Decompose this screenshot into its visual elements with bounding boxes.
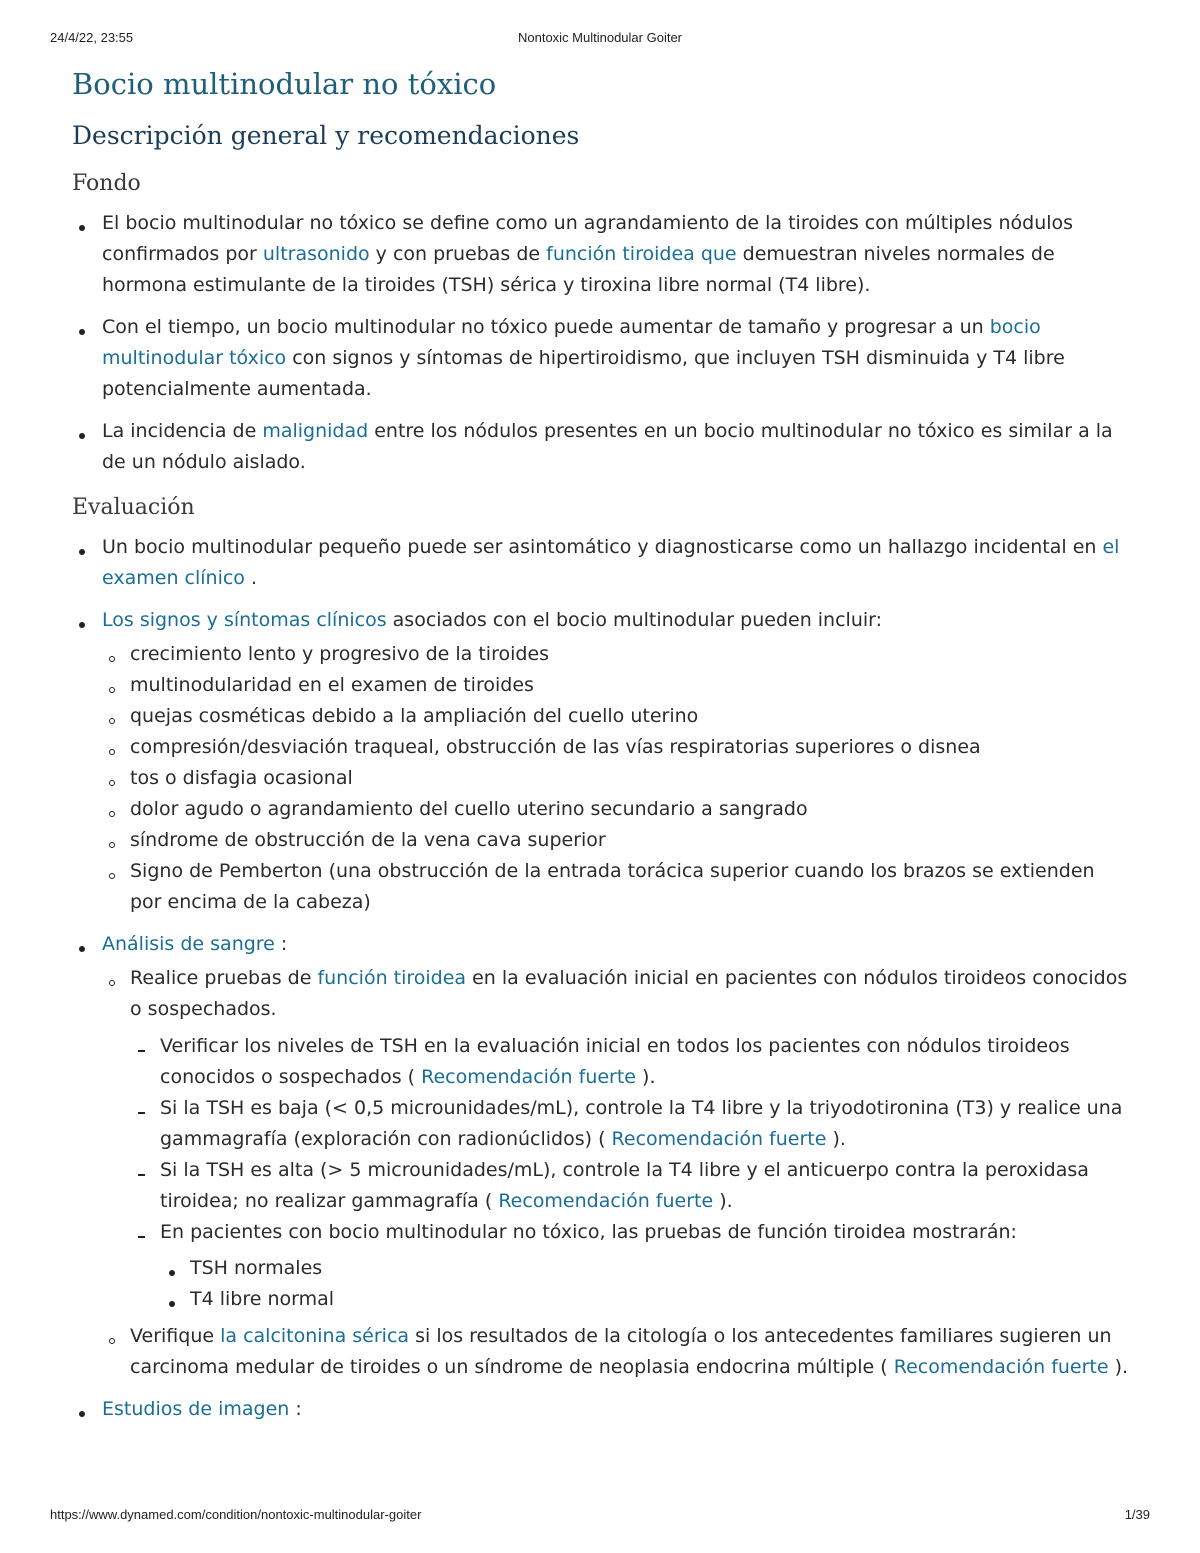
text: ).	[1108, 1356, 1129, 1378]
list-item	[130, 1093, 1132, 1155]
link-recomendacion-fuerte[interactable]: Recomendación fuerte	[421, 1066, 636, 1088]
text: ).	[636, 1066, 656, 1088]
list-item: compresión/desviación traqueal, obstrucción de las vías respiratorias superiores o disnea	[102, 732, 1132, 763]
list-item: tos o disfagia ocasional	[102, 763, 1132, 794]
link-signos-sintomas[interactable]: Los signos y síntomas clínicos	[102, 609, 387, 631]
text: Con el tiempo, un bocio multinodular no tóxico puede aumentar de tamaño y progresar a un	[102, 316, 990, 338]
evaluacion-list	[72, 532, 1132, 1425]
text: La incidencia de	[102, 420, 263, 442]
list-item: TSH normales	[160, 1253, 1132, 1284]
list-item	[72, 208, 1132, 301]
text: entre los nódulos presentes en un bocio multinodular no tóxico es similar a la de un nódulo aislado.	[102, 420, 1113, 473]
link-ultrasonido[interactable]: ultrasonido	[262, 243, 370, 265]
list-item: T4 libre normal	[160, 1284, 1132, 1315]
list-item	[72, 929, 1132, 1383]
print-url: https://www.dynamed.com/condition/nontoxic-multinodular-goiter	[50, 1507, 422, 1522]
list-item: síndrome de obstrucción de la vena cava superior	[102, 825, 1132, 856]
list-item	[102, 1321, 1132, 1383]
print-datetime: 24/4/22, 23:55	[50, 30, 134, 45]
list-item	[72, 532, 1132, 594]
text: Realice pruebas de	[130, 967, 318, 989]
results-list	[160, 1253, 1132, 1315]
text: ).	[826, 1128, 846, 1150]
list-item	[72, 605, 1132, 918]
heading-evaluacion: Evaluación	[72, 495, 195, 520]
link-malignidad[interactable]: malignidad	[262, 420, 369, 442]
fondo-list	[72, 208, 1132, 478]
text: en la evaluación inicial en pacientes con nódulos tiroideos conocidos o sospechados.	[130, 967, 1128, 1020]
blood-tests-list	[102, 963, 1132, 1383]
link-funcion-tiroidea[interactable]: función tiroidea que	[546, 243, 737, 265]
text: En pacientes con bocio multinodular no tóxico, las pruebas de función tiroidea mostrarán:	[160, 1221, 1017, 1243]
text: ).	[713, 1190, 733, 1212]
list-item	[72, 312, 1132, 405]
symptoms-list	[102, 639, 1132, 918]
link-recomendacion-fuerte[interactable]: Recomendación fuerte	[893, 1356, 1109, 1378]
link-analisis-sangre[interactable]: Análisis de sangre	[102, 933, 275, 955]
link-calcitonina[interactable]: la calcitonina sérica	[220, 1325, 410, 1347]
list-item	[72, 1394, 1132, 1425]
link-examen-clinico[interactable]: el examen clínico	[102, 536, 1120, 589]
text: asociados con el bocio multinodular pueden incluir:	[386, 609, 883, 631]
link-funcion-tiroidea-2[interactable]: función tiroidea	[317, 967, 467, 989]
text: Si la TSH es baja (< 0,5 microunidades/mL), controle la T4 libre y la triyodotironina (T3) y realice una gammagrafía (exploración con radionúclidos) (	[160, 1097, 1123, 1150]
list-item	[130, 1155, 1132, 1217]
page-title: Bocio multinodular no tóxico	[72, 67, 497, 101]
text: demuestran niveles normales de hormona estimulante de la tiroides (TSH) sérica y tiroxina libre normal (T4 libre).	[102, 243, 1055, 296]
print-header	[50, 30, 1150, 50]
link-recomendacion-fuerte[interactable]: Recomendación fuerte	[498, 1190, 714, 1212]
text: Verifique	[130, 1325, 221, 1347]
list-item	[130, 1031, 1132, 1093]
text: :	[289, 1398, 302, 1420]
text: El bocio multinodular no tóxico se define como un agrandamiento de la tiroides con múltiples nódulos confirmados por	[102, 212, 1074, 265]
text: Verificar los niveles de TSH en la evaluación inicial en todos los pacientes con nódulos tiroideos conocidos o sospechados (	[160, 1035, 1070, 1088]
link-recomendacion-fuerte[interactable]: Recomendación fuerte	[611, 1128, 827, 1150]
list-item	[72, 416, 1132, 478]
text: .	[244, 567, 258, 589]
list-item: crecimiento lento y progresivo de la tiroides	[102, 639, 1132, 670]
link-estudios-imagen[interactable]: Estudios de imagen	[102, 1398, 290, 1420]
document-content	[72, 60, 1132, 1436]
link-bocio-toxico[interactable]: bocio multinodular tóxico	[102, 316, 1041, 369]
print-page-number: 1/39	[1124, 1507, 1150, 1522]
text: :	[274, 933, 288, 955]
list-item	[102, 963, 1132, 1315]
list-item: dolor agudo o agrandamiento del cuello uterino secundario a sangrado	[102, 794, 1132, 825]
heading-fondo: Fondo	[72, 171, 141, 196]
text: si los resultados de la citología o los antecedentes familiares sugieren un carcinoma medular de tiroides o un síndrome de neoplasia endocrina múltiple (	[130, 1325, 1112, 1378]
text: con signos y síntomas de hipertiroidismo, que incluyen TSH disminuida y T4 libre potencialmente aumentada.	[102, 347, 1065, 400]
print-doc-title: Nontoxic Multinodular Goiter	[517, 30, 683, 45]
print-footer	[50, 1507, 1150, 1527]
text: Si la TSH es alta (> 5 microunidades/mL), controle la T4 libre y el anticuerpo contra la peroxidasa tiroidea; no realizar gammagrafía (	[160, 1159, 1089, 1212]
list-item: Signo de Pemberton (una obstrucción de la entrada torácica superior cuando los brazos se extienden por encima de la cabeza)	[102, 856, 1132, 918]
list-item	[130, 1217, 1132, 1315]
tsh-list	[130, 1031, 1132, 1315]
text: y con pruebas de	[369, 243, 547, 265]
text: Un bocio multinodular pequeño puede ser asintomático y diagnosticarse como un hallazgo incidental en	[102, 536, 1103, 558]
section-title: Descripción general y recomendaciones	[72, 121, 580, 150]
list-item: multinodularidad en el examen de tiroides	[102, 670, 1132, 701]
list-item: quejas cosméticas debido a la ampliación del cuello uterino	[102, 701, 1132, 732]
